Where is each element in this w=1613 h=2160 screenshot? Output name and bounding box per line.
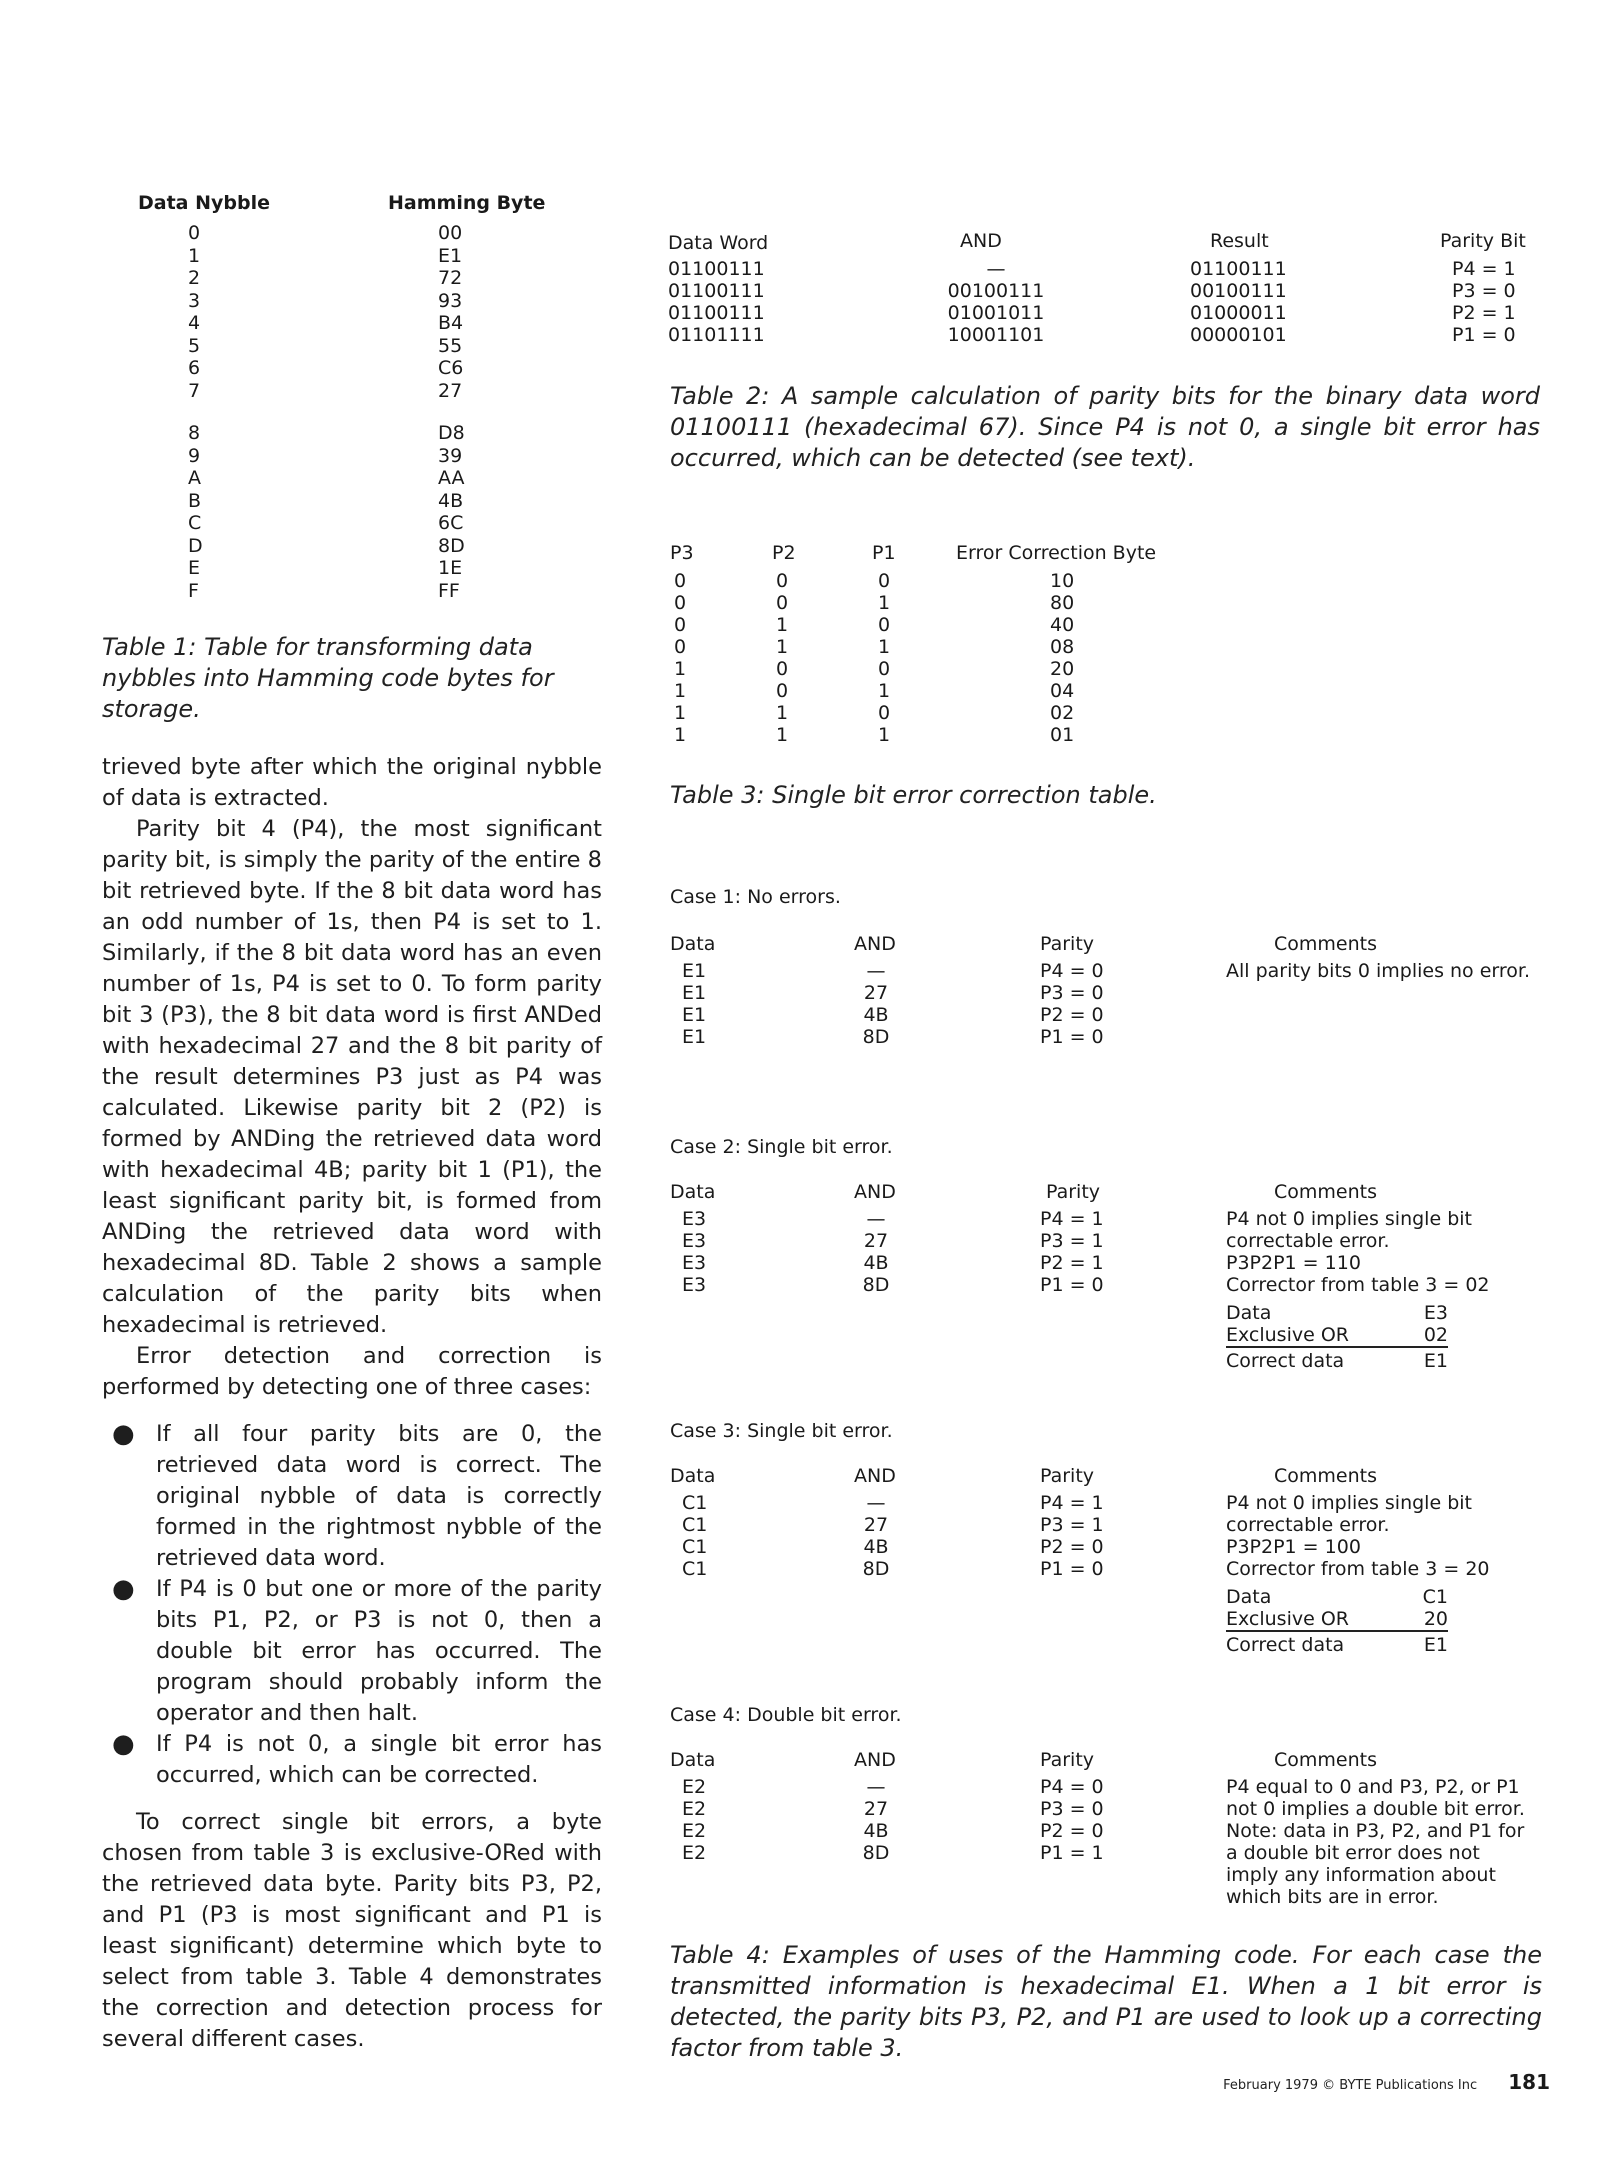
table-cell: 8D (862, 1842, 890, 1864)
table-cell: 5 (188, 334, 201, 357)
parity-col (1040, 1492, 1104, 1580)
table-cell: C6 (438, 357, 464, 379)
table-cell: E1 (682, 1004, 707, 1026)
table-3-ecb-col (1050, 570, 1074, 746)
table-4-case-4 (670, 1704, 1550, 1924)
table-cell: P3 = 0 (1452, 280, 1516, 302)
table-cell: E3 (682, 1252, 707, 1274)
table-cell: 01100111 (668, 258, 765, 280)
table-cell: E3 (682, 1208, 707, 1230)
col-header-parity: Parity (1040, 1749, 1095, 1771)
table-cell: — (866, 960, 886, 982)
comments-col (1226, 960, 1530, 982)
table-cell: 4 (188, 312, 201, 334)
table-cell: 0 (674, 636, 687, 658)
xor-label: Correct data (1226, 1350, 1345, 1372)
table-cell: P4 = 0 (1040, 960, 1104, 982)
table-cell: C1 (682, 1558, 708, 1580)
table-2-header-parity: Parity Bit (1440, 230, 1526, 252)
table-cell: 01100111 (1190, 258, 1287, 280)
table-cell: E1 (682, 1026, 707, 1048)
table-cell: P2 = 1 (1040, 1252, 1104, 1274)
comment-line: Note: data in P3, P2, and P1 for (1226, 1820, 1525, 1842)
table-cell: C1 (682, 1492, 708, 1514)
parity-col (1040, 1776, 1104, 1864)
comment-line: All parity bits 0 implies no error. (1226, 960, 1531, 982)
table-cell: P1 = 0 (1040, 1026, 1104, 1048)
col-header-and: AND (854, 1181, 896, 1203)
comment-line: P3P2P1 = 100 (1226, 1536, 1361, 1558)
table-cell: 1 (188, 244, 201, 267)
parity-col (1040, 1208, 1104, 1296)
table-2-and-col (936, 258, 1056, 346)
table-cell: 00 (438, 222, 463, 244)
bullet-icon: ● (112, 1729, 135, 1759)
xor-label: Data (1226, 1586, 1272, 1608)
table-cell: 01101111 (668, 324, 765, 346)
col-header-and: AND (854, 1465, 896, 1487)
table-cell: P3 = 1 (1040, 1230, 1104, 1252)
page-number: 181 (1508, 2070, 1550, 2094)
table-cell: P3 = 1 (1040, 1514, 1104, 1536)
footer (1100, 2070, 1550, 2094)
table-cell: P1 = 0 (1040, 1558, 1104, 1580)
table-cell: 8D (862, 1274, 890, 1296)
col-header-data: Data (670, 1749, 716, 1771)
table-2 (668, 228, 1548, 358)
xor-block (1226, 1302, 1448, 1372)
table-1-caption: Table 1: Table for transforming data nybbles into Hamming code bytes for storage. (102, 633, 554, 723)
col-header-comments: Comments (1274, 1465, 1377, 1487)
table-3-p3-col (674, 570, 686, 746)
table-cell: 8D (438, 534, 465, 557)
data-col (682, 1492, 707, 1580)
xor-label: Data (1226, 1302, 1272, 1324)
body-paragraph-3: Error detection and correction is performed by detecting one of three cases: (102, 1343, 602, 1400)
table-cell: P1 = 0 (1452, 324, 1516, 346)
comment-line: correctable error. (1226, 1514, 1390, 1536)
table-cell: E2 (682, 1776, 707, 1798)
table-4-caption: Table 4: Examples of uses of the Hamming code. For each case the transmitted information is hexadecimal E1. When a 1 bit error is detected, the parity bits P3, P2, and P1 are used to look up a correcting factor from table 3. (670, 1941, 1542, 2062)
xor-row (1226, 1634, 1448, 1656)
data-col (682, 960, 706, 1048)
table-cell: 4B (863, 1252, 889, 1274)
table-cell: FF (438, 579, 460, 602)
table-cell: 01 (1050, 724, 1075, 746)
table-cell: P4 = 0 (1040, 1776, 1104, 1798)
table-cell: P2 = 1 (1452, 302, 1516, 324)
xor-row (1226, 1350, 1448, 1372)
data-col (682, 1776, 706, 1864)
table-cell: 8D (862, 1026, 890, 1048)
table-1-bytes-col-2 (438, 422, 488, 602)
table-cell: E2 (682, 1798, 707, 1820)
table-cell: P2 = 0 (1040, 1536, 1104, 1558)
footer-credit: February 1979 © BYTE Publications Inc (1223, 2078, 1478, 2093)
table-2-caption: Table 2: A sample calculation of parity bits for the binary data word 01100111 (hexadecimal 67). Since P4 is not 0, a single bit error has occurred, which can be detected (see text). (670, 382, 1540, 472)
and-col (856, 1492, 896, 1580)
table-cell: 8 (188, 422, 201, 444)
xor-value: E1 (1423, 1350, 1448, 1372)
case-title: Case 4: Double bit error. (670, 1704, 902, 1726)
table-1-bytes-col-1 (438, 222, 488, 402)
comment-line: imply any information about (1226, 1864, 1496, 1886)
comment-line: P3P2P1 = 110 (1226, 1252, 1361, 1274)
bullet-item-2 (102, 1574, 602, 1729)
table-3-header-p3: P3 (670, 542, 694, 564)
table-1-header-hamming: Hamming Byte (388, 192, 546, 214)
bullet-text: If P4 is not 0, a single bit error has occurred, which can be corrected. (156, 1731, 602, 1788)
table-cell: 00100111 (947, 280, 1045, 302)
table-cell: 55 (438, 334, 463, 357)
xor-value: 20 (1423, 1608, 1448, 1630)
table-cell: 0 (776, 680, 789, 702)
table-cell: P1 = 1 (1040, 1842, 1104, 1864)
table-cell: 01100111 (668, 302, 765, 324)
col-header-comments: Comments (1274, 1749, 1377, 1771)
table-cell: 01000011 (1190, 302, 1287, 324)
table-cell: 4B (863, 1536, 889, 1558)
table-cell: D8 (438, 422, 465, 444)
col-header-and: AND (854, 1749, 896, 1771)
table-cell: 0 (674, 614, 687, 636)
body-paragraph-1: trieved byte after which the original nybble of data is extracted. (102, 754, 602, 811)
table-cell: — (986, 258, 1006, 280)
table-cell: 4B (438, 489, 464, 512)
table-2-result-col (1190, 258, 1287, 346)
table-cell: 0 (776, 592, 789, 614)
table-cell: 27 (863, 1230, 889, 1252)
body-text-column (102, 752, 602, 2055)
table-cell: 01001011 (947, 302, 1045, 324)
table-cell: P3 = 0 (1040, 982, 1104, 1004)
table-cell: 1 (674, 724, 687, 746)
xor-row (1226, 1586, 1448, 1608)
table-3-header-p2: P2 (772, 542, 796, 564)
bullet-item-3 (102, 1729, 602, 1791)
col-header-comments: Comments (1274, 933, 1377, 955)
table-2-data-col (668, 258, 765, 346)
table-cell: B (188, 489, 202, 512)
comment-line: a double bit error does not (1226, 1842, 1480, 1864)
body-paragraph-2: Parity bit 4 (P4), the most significant parity bit, is simply the parity of the entire 8 bit retrieved byte. If the 8 bit data word has an odd number of 1s, then P4 is set to 1. Similarly, if the 8 bit data word has an even number of 1s, P4 is set to 0. To form parity bit 3 (P3), the 8 bit data word is first ANDed with hexadecimal 27 and the 8 bit parity of the result determines P3 just as P4 was calculated. Likewise parity bit 2 (P2) is formed by ANDing the retrieved data word with hexadecimal 4B; parity bit 1 (P1), the least significant parity bit, is formed from ANDing the retrieved data word with hexadecimal 8D. Table 2 shows a sample calculation of the parity bits when hexadecimal is retrieved. (102, 816, 602, 1338)
table-2-header-and: AND (960, 230, 1002, 252)
table-cell: 0 (674, 570, 687, 592)
comment-line: P4 not 0 implies single bit (1226, 1492, 1472, 1514)
table-2-header-data-word: Data Word (668, 232, 769, 254)
table-cell: C1 (682, 1514, 708, 1536)
table-cell: A (188, 467, 201, 489)
col-header-and: AND (854, 933, 896, 955)
table-cell: 0 (878, 570, 891, 592)
table-cell: 0 (878, 658, 891, 680)
table-cell: F (188, 579, 199, 602)
and-col (856, 1776, 896, 1864)
comments-col (1226, 1776, 1525, 1908)
xor-label: Exclusive OR (1226, 1324, 1349, 1346)
table-cell: P4 = 1 (1040, 1208, 1104, 1230)
data-col (682, 1208, 706, 1296)
table-cell: 10001101 (947, 324, 1045, 346)
table-cell: 1 (776, 614, 789, 636)
table-cell: 39 (438, 444, 463, 467)
table-cell: — (866, 1492, 886, 1514)
table-cell: 7 (188, 379, 201, 402)
comments-col (1226, 1492, 1490, 1580)
xor-value: C1 (1422, 1586, 1448, 1608)
table-1-nybble-col-2 (188, 422, 218, 602)
xor-label: Correct data (1226, 1634, 1345, 1656)
col-header-data: Data (670, 933, 716, 955)
table-cell: 1 (878, 724, 891, 746)
table-cell: 1 (776, 636, 789, 658)
table-cell: 27 (863, 982, 889, 1004)
table-cell: 2 (188, 267, 201, 289)
table-3 (670, 542, 1230, 752)
table-cell: P4 = 1 (1040, 1492, 1104, 1514)
table-cell: 1 (776, 724, 789, 746)
table-cell: 9 (188, 444, 201, 467)
table-cell: — (866, 1208, 886, 1230)
and-col (856, 1208, 896, 1296)
table-3-header-p1: P1 (872, 542, 896, 564)
table-cell: 40 (1050, 614, 1075, 636)
table-cell: E1 (682, 982, 707, 1004)
table-cell: B4 (438, 312, 464, 334)
col-header-comments: Comments (1274, 1181, 1377, 1203)
table-cell: 72 (438, 267, 463, 289)
xor-value: E1 (1423, 1634, 1448, 1656)
bullet-item-1 (102, 1419, 602, 1574)
table-4-case-2 (670, 1136, 1550, 1386)
table-cell: E2 (682, 1820, 707, 1842)
bullet-text: If P4 is 0 but one or more of the parity bits P1, P2, or P3 is not 0, then a double bit error has occurred. The program should probably inform the operator and then halt. (156, 1576, 602, 1726)
table-cell: P4 = 1 (1452, 258, 1516, 280)
table-cell: E1 (682, 960, 707, 982)
and-col (856, 960, 896, 1048)
table-cell: 27 (863, 1514, 889, 1536)
table-4-case-3 (670, 1420, 1550, 1670)
table-cell: 6 (188, 357, 201, 379)
table-cell: — (866, 1776, 886, 1798)
col-header-parity: Parity (1040, 933, 1095, 955)
table-cell: 1 (878, 636, 891, 658)
comment-line: Corrector from table 3 = 20 (1226, 1558, 1490, 1580)
xor-row (1226, 1608, 1448, 1632)
col-header-data: Data (670, 1181, 716, 1203)
table-cell: 1 (878, 592, 891, 614)
table-cell: 0 (776, 658, 789, 680)
table-cell: P3 = 0 (1040, 1798, 1104, 1820)
table-cell: 0 (878, 614, 891, 636)
xor-label: Exclusive OR (1226, 1608, 1349, 1630)
table-cell: 04 (1050, 680, 1075, 702)
table-1-nybble-col-1 (188, 222, 218, 402)
xor-value: 02 (1423, 1324, 1448, 1346)
table-cell: 1 (674, 680, 687, 702)
xor-value: E3 (1423, 1302, 1448, 1324)
table-cell: D (188, 534, 203, 557)
table-cell: 27 (863, 1798, 889, 1820)
table-cell: 0 (878, 702, 891, 724)
table-4-case-1 (670, 886, 1550, 1066)
case-title: Case 1: No errors. (670, 886, 841, 908)
xor-block (1226, 1586, 1448, 1656)
table-cell: E3 (682, 1230, 707, 1252)
table-cell: 08 (1050, 636, 1075, 658)
table-cell: E3 (682, 1274, 707, 1296)
xor-row (1226, 1302, 1448, 1324)
table-cell: 20 (1050, 658, 1075, 680)
table-cell: 02 (1050, 702, 1075, 724)
table-cell: E1 (438, 244, 463, 267)
table-cell: 1 (674, 658, 687, 680)
table-cell: 0 (674, 592, 687, 614)
bullet-text: If all four parity bits are 0, the retrieved data word is correct. The original nybble of data is correctly formed in the rightmost nybble of the retrieved data word. (156, 1421, 602, 1571)
table-cell: E (188, 557, 201, 579)
comment-line: P4 not 0 implies single bit (1226, 1208, 1472, 1230)
table-cell: 80 (1050, 592, 1075, 614)
table-2-parity-col (1452, 258, 1516, 346)
comments-col (1226, 1208, 1490, 1296)
table-cell: C (188, 512, 202, 534)
bullet-icon: ● (112, 1419, 135, 1449)
table-cell: 01100111 (668, 280, 765, 302)
comment-line: correctable error. (1226, 1230, 1390, 1252)
table-3-p1-col (878, 570, 890, 746)
col-header-data: Data (670, 1465, 716, 1487)
col-header-parity: Parity (1040, 1465, 1095, 1487)
xor-row (1226, 1324, 1448, 1348)
comment-line: P4 equal to 0 and P3, P2, or P1 (1226, 1776, 1520, 1798)
table-cell: 1E (438, 557, 463, 579)
table-cell: 0 (188, 222, 201, 244)
table-cell: P2 = 0 (1040, 1004, 1104, 1026)
case-title: Case 2: Single bit error. (670, 1136, 893, 1158)
table-cell: 27 (438, 379, 463, 402)
table-3-header-ecb: Error Correction Byte (956, 542, 1157, 564)
table-cell: C1 (682, 1536, 708, 1558)
case-title: Case 3: Single bit error. (670, 1420, 893, 1442)
table-cell: 8D (862, 1558, 890, 1580)
table-cell: 3 (188, 289, 201, 312)
table-cell: P2 = 0 (1040, 1820, 1104, 1842)
comment-line: Corrector from table 3 = 02 (1226, 1274, 1490, 1296)
parity-col (1040, 960, 1104, 1048)
table-cell: P1 = 0 (1040, 1274, 1104, 1296)
comment-line: which bits are in error. (1226, 1886, 1439, 1908)
table-cell: 93 (438, 289, 463, 312)
table-cell: AA (438, 467, 465, 489)
table-cell: 10 (1050, 570, 1075, 592)
bullet-icon: ● (112, 1574, 135, 1604)
table-cell: 0 (776, 570, 789, 592)
table-3-caption: Table 3: Single bit error correction table. (670, 781, 1157, 809)
table-cell: 00000101 (1190, 324, 1287, 346)
table-cell: 1 (776, 702, 789, 724)
table-cell: 1 (674, 702, 687, 724)
comment-line: not 0 implies a double bit error. (1226, 1798, 1525, 1820)
table-cell: 1 (878, 680, 891, 702)
col-header-parity: Parity (1046, 1181, 1101, 1203)
table-cell: 4B (863, 1820, 889, 1842)
table-cell: 6C (438, 512, 464, 534)
body-paragraph-4: To correct single bit errors, a byte chosen from table 3 is exclusive-ORed with the retrieved data byte. Parity bits P3, P2, and P1 (P3 is most significant and P1 is least significant) determine which byte to select from table 3. Table 4 demonstrates the correction and detection process for several different cases. (102, 1809, 602, 2052)
table-3-p2-col (776, 570, 788, 746)
table-1-header-nybble: Data Nybble (138, 192, 270, 214)
table-cell: 00100111 (1190, 280, 1287, 302)
table-cell: 4B (863, 1004, 889, 1026)
table-2-header-result: Result (1210, 230, 1269, 252)
table-cell: E2 (682, 1842, 707, 1864)
